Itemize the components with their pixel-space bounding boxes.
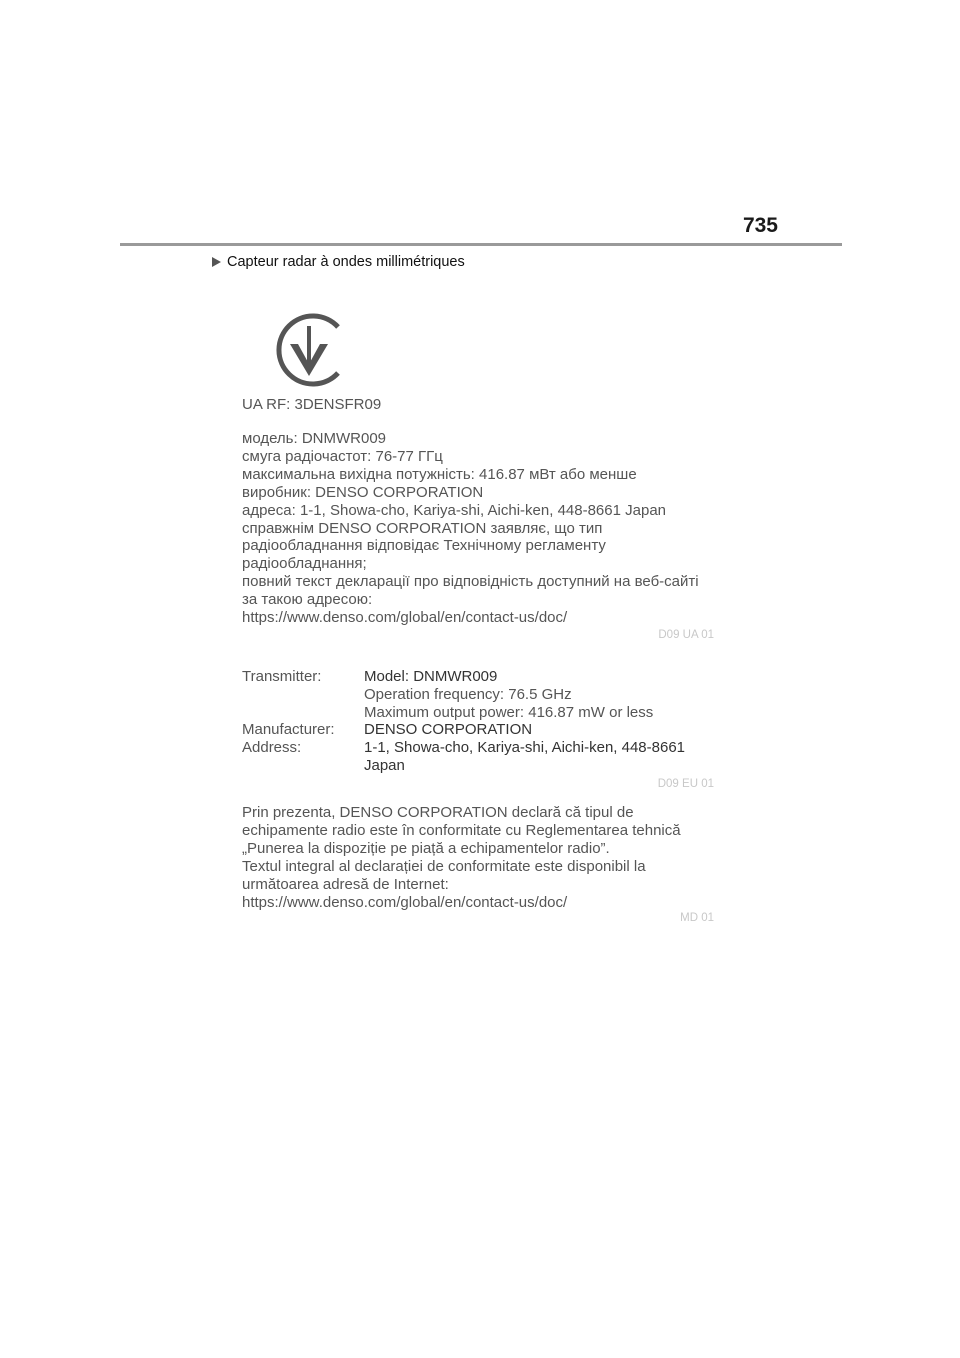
ua-declaration xyxy=(242,430,699,627)
spec-key: Manufacturer: xyxy=(242,721,335,739)
ua-line: повний текст декларації про відповідність доступний на веб-сайті xyxy=(242,573,699,591)
spec-value: Operation frequency: 76.5 GHz xyxy=(364,685,572,703)
section-heading-text: Capteur radar à ondes millimétriques xyxy=(227,254,465,270)
ro-declaration xyxy=(242,804,681,911)
ua-line: виробник: DENSO CORPORATION xyxy=(242,483,484,501)
ua-line: радіообладнання відповідає Технічному регламенту xyxy=(242,537,606,555)
ua-line: радіообладнання; xyxy=(242,555,367,573)
ro-line: echipamente radio este în conformitate cu Reglementarea tehnică xyxy=(242,821,681,839)
spec-value: Model: DNMWR009 xyxy=(364,668,498,685)
ua-url: https://www.denso.com/global/en/contact-us/doc/ xyxy=(242,609,568,627)
ukrainian-conformity-mark-icon xyxy=(272,312,346,388)
ro-line: „Punerea la dispoziție pe piață a echipamentelor radio”. xyxy=(242,839,610,857)
ua-line: модель: DNMWR009 xyxy=(242,430,387,447)
section-heading xyxy=(212,254,465,270)
ua-line: максимальна вихідна потужність: 416.87 мВт або менше xyxy=(242,465,637,483)
triangle-right-icon xyxy=(212,257,221,267)
ro-line: Textul integral al declarației de conformitate este disponibil la xyxy=(242,857,646,875)
spec-row-transmitter xyxy=(242,668,685,721)
ro-line: Prin prezenta, DENSO CORPORATION declară că tipul de xyxy=(242,804,634,821)
eu-ref-code: D09 EU 01 xyxy=(657,778,714,790)
spec-key: Address: xyxy=(242,739,302,757)
ua-line: справжнім DENSO CORPORATION заявляє, що тип xyxy=(242,519,603,537)
spec-value: DENSO CORPORATION xyxy=(364,721,533,739)
ua-line: за такою адресою: xyxy=(242,591,373,609)
ro-line: următoarea adresă de Internet: xyxy=(242,875,449,893)
spec-table xyxy=(242,668,685,775)
spec-value: Maximum output power: 416.87 mW or less xyxy=(364,703,654,721)
ua-line: адреса: 1-1, Showa-cho, Kariya-shi, Aichi-ken, 448-8661 Japan xyxy=(242,501,666,519)
ua-line: смуга радіочастот: 76-77 ГГц xyxy=(242,447,443,465)
spec-value: Japan xyxy=(364,756,405,774)
spec-key: Transmitter: xyxy=(242,668,322,685)
spec-row-manufacturer xyxy=(242,721,685,739)
spec-value: 1-1, Showa-cho, Kariya-shi, Aichi-ken, 448-8661 xyxy=(364,739,686,757)
header-rule xyxy=(120,243,842,246)
md-ref-code: MD 01 xyxy=(680,912,714,924)
ua-rf-code: UA RF: 3DENSFR09 xyxy=(242,396,382,413)
ro-url: https://www.denso.com/global/en/contact-us/doc/ xyxy=(242,893,568,911)
page-number: 735 xyxy=(742,214,778,237)
spec-row-address xyxy=(242,739,685,775)
ua-ref-code: D09 UA 01 xyxy=(658,629,714,641)
